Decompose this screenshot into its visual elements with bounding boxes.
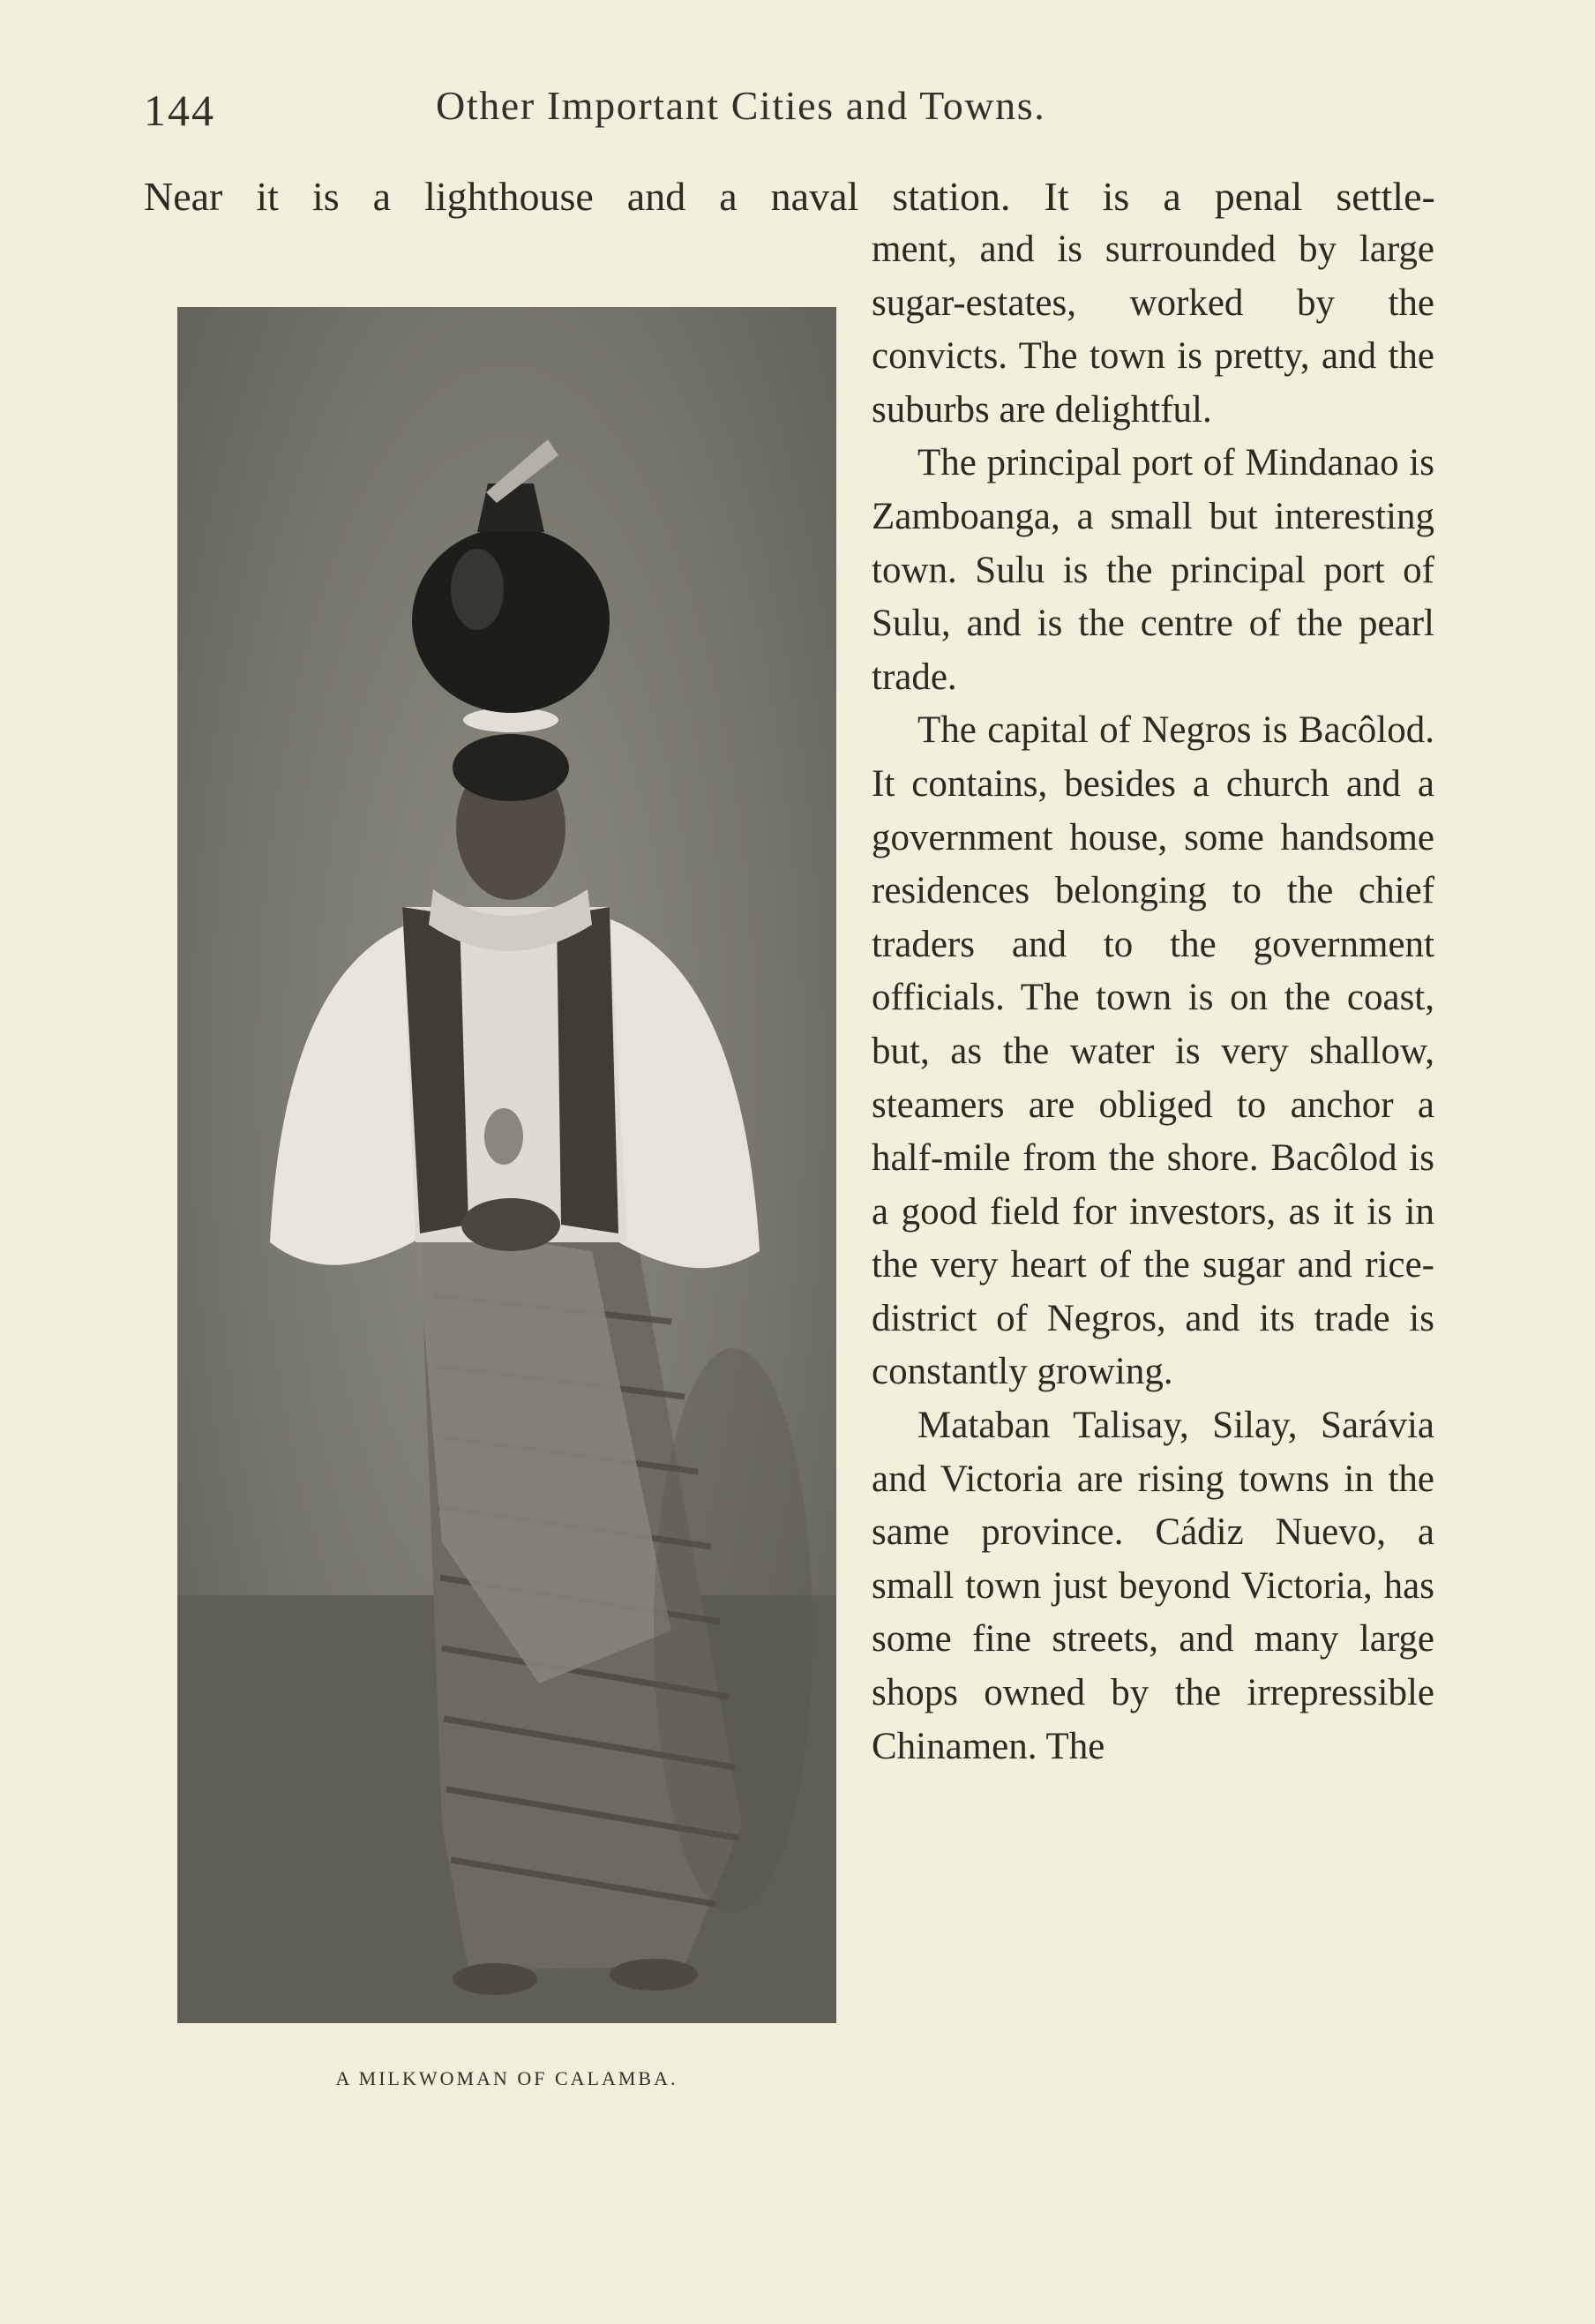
word: and [626,174,686,219]
page-number: 144 [144,86,215,135]
word: it [256,174,279,219]
word: penal [1214,174,1303,219]
word: a [719,174,738,219]
paragraph: The principal port of Mindanao is Zamboanga, a small but interesting town. Sulu is the principal port of Sulu, and is the centre of the pearl trade. [872,442,1434,698]
word: settle- [1336,174,1435,219]
text-column [872,223,1434,1773]
water-jar [412,528,610,713]
paragraph: Mataban Talisay, Silay, Sarávia and Victoria are rising towns in the same province. Cádiz Nuevo, a small town just beyond Victoria, has some fine streets, and many large shops owned by the irrepressible Chinamen. The [872,1405,1434,1767]
pendant [484,1108,523,1165]
milkwoman-photograph [177,307,836,2023]
left-foot [453,1963,537,1995]
word: is [311,174,340,219]
first-text-line [144,170,1435,223]
word: is [1102,174,1130,219]
paragraph: ment, and is surrounded by large sugar-estates, worked by the convicts. The town is pretty, and the suburbs are delightful. [872,229,1434,431]
running-head: Other Important Cities and Towns. [436,83,1046,128]
clasped-hands [461,1198,560,1251]
word: naval [770,174,859,219]
word: It [1044,174,1069,219]
photo-caption: A MILKWOMAN OF CALAMBA. [335,2067,678,2089]
word: a [1163,174,1181,219]
word: Near [144,174,223,219]
hair [453,734,569,801]
word: station. [892,174,1011,219]
paragraph: The capital of Negros is Bacôlod. It contains, besides a church and a government house, some handsome residences belonging to the chief traders and to the government officials. The town is on the coast, but, as the water is very shallow, steamers are obliged to anchor a half-mile from the shore. Bacôlod is a good field for investors, as it is in the very heart of the sugar and rice-district of Negros, and its trade is constantly growing. [872,709,1434,1393]
right-foot [610,1959,698,1990]
word: lighthouse [424,174,594,219]
word: a [372,174,392,219]
